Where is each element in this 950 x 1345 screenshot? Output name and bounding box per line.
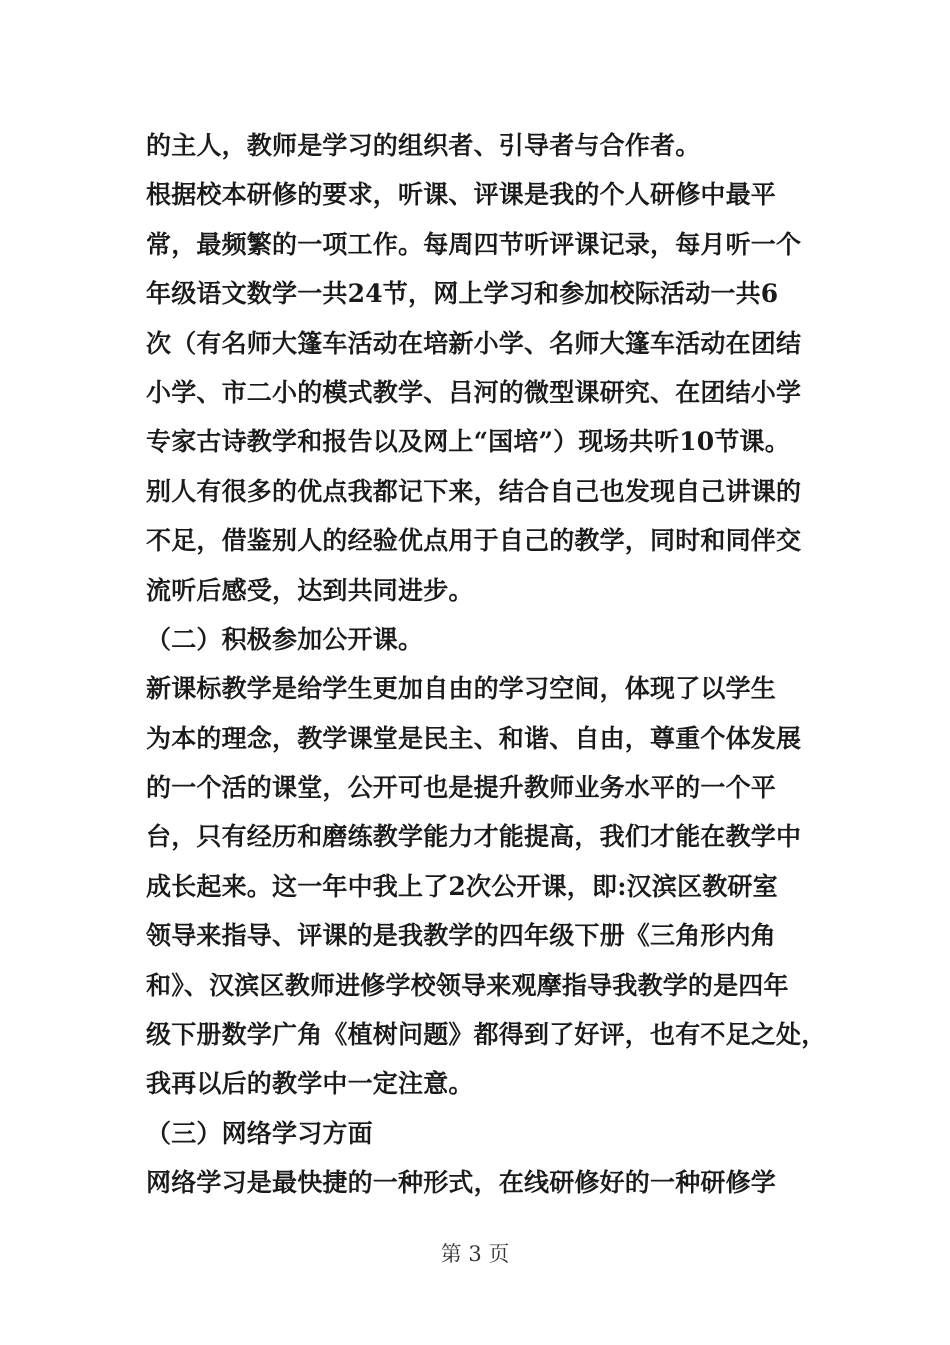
text-line: 网络学习是最快捷的一种形式，在线研修好的一种研修学: [146, 1168, 777, 1198]
text-line: 专家古诗教学和报告以及网上“国培”）现场共听10节课。: [146, 427, 790, 457]
text-line: 成长起来。这一年中我上了2次公开课，即:汉滨区教研室: [146, 871, 778, 901]
body-text: [146, 121, 827, 1208]
text-line: 根据校本研修的要求，听课、评课是我的个人研修中最平: [146, 180, 777, 210]
text-line: 别人有很多的优点我都记下来，结合自己也发现自己讲课的: [146, 476, 802, 506]
page-number: 第 3 页: [440, 1242, 510, 1266]
section-heading: （二）积极参加公开课。: [146, 624, 424, 654]
text-line: 不足，借鉴别人的经验优点用于自己的教学，同时和同伴交: [146, 526, 802, 556]
text-line: 台，只有经历和磨练教学能力才能提高，我们才能在教学中: [146, 822, 802, 852]
text-line: 的一个活的课堂，公开可也是提升教师业务水平的一个平: [146, 773, 777, 803]
text-line: 流听后感受，达到共同进步。: [146, 575, 474, 605]
text-line: 年级语文数学一共24节，网上学习和参加校际活动一共6: [146, 279, 779, 309]
text-line: 和》、汉滨区教师进修学校领导来观摩指导我教学的是四年: [146, 970, 789, 1000]
text-line: 小学、市二小的模式教学、吕河的微型课研究、在团结小学: [146, 377, 802, 407]
text-line: 次（有名师大篷车活动在培新小学、名师大篷车活动在团结: [146, 328, 802, 358]
text-line: 新课标教学是给学生更加自由的学习空间，体现了以学生: [146, 674, 777, 704]
text-line: 常，最频繁的一项工作。每周四节听评课记录，每月听一个: [146, 229, 802, 259]
text-line: 领导来指导、评课的是我教学的四年级下册《三角形内角: [146, 921, 777, 951]
text-line: 为本的理念，教学课堂是民主、和谐、自由，尊重个体发展: [146, 723, 802, 753]
text-line: 的主人，教师是学习的组织者、引导者与合作者。: [146, 131, 701, 160]
text-line: 我再以后的教学中一定注意。: [146, 1069, 474, 1099]
section-heading: （三）网络学习方面: [146, 1118, 373, 1148]
text-line: 级下册数学广角《植树问题》都得到了好评，也有不足之处，: [146, 1020, 827, 1050]
